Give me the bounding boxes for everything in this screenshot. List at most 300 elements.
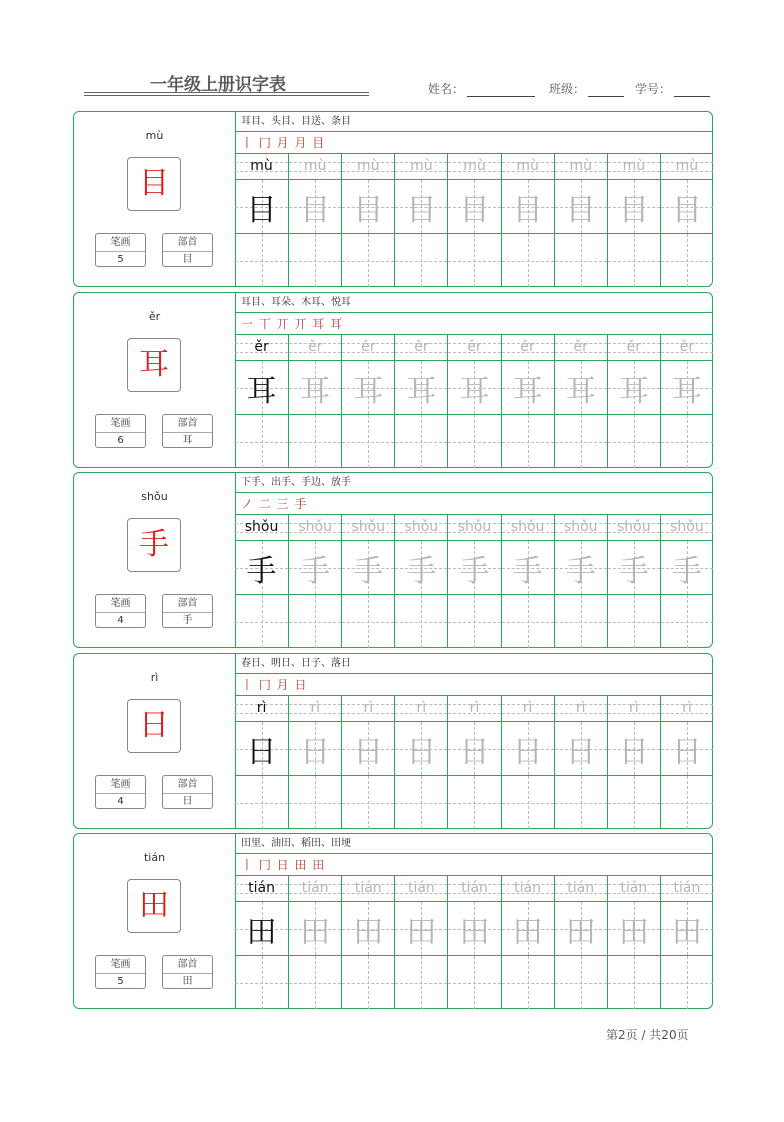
pinyin-trace: mù xyxy=(569,158,592,174)
pinyin-practice-cell[interactable] xyxy=(235,876,288,902)
pinyin-practice-cell[interactable] xyxy=(660,335,713,361)
blank-writing-cell[interactable] xyxy=(394,956,447,1009)
blank-writing-cell[interactable] xyxy=(235,234,288,287)
character-card xyxy=(73,111,713,287)
stroke-count-box xyxy=(95,775,146,809)
stroke-order: 一 丅 丌 丌 耳 耳 xyxy=(235,313,713,335)
pinyin-practice-cell[interactable] xyxy=(235,515,288,541)
name-field[interactable] xyxy=(428,80,535,97)
character-card xyxy=(73,472,713,648)
pinyin-practice-cell[interactable] xyxy=(235,696,288,722)
student-number-blank[interactable] xyxy=(674,84,710,97)
name-label: 姓名： xyxy=(428,82,465,96)
stroke-count-value: 5 xyxy=(117,976,124,987)
example-words: 春日、明日、日子、落日 xyxy=(235,654,713,674)
character-trace: 耳 xyxy=(512,373,543,409)
character-trace: 手 xyxy=(671,553,702,589)
pinyin-model: mù xyxy=(250,158,273,174)
character-model: 目 xyxy=(246,192,277,228)
character-practice-cell[interactable] xyxy=(447,541,500,595)
pinyin-practice-cell[interactable] xyxy=(447,876,500,902)
worksheet-title: 一年级上册识字表 xyxy=(150,75,286,95)
stroke-count-box xyxy=(95,594,146,628)
blank-writing-cell[interactable] xyxy=(341,776,394,829)
pinyin-practice-cell[interactable] xyxy=(554,335,607,361)
pinyin-trace: tián xyxy=(567,880,595,896)
radical-value: 田 xyxy=(182,976,193,987)
pinyin-trace: rì xyxy=(575,700,586,716)
blank-writing-cell[interactable] xyxy=(288,234,341,287)
character-practice-cell[interactable] xyxy=(394,722,447,776)
pinyin-practice-cell[interactable] xyxy=(607,335,660,361)
character-trace: 目 xyxy=(512,192,543,228)
pinyin-trace: tián xyxy=(620,880,648,896)
character-box xyxy=(127,157,181,211)
pinyin-trace: mù xyxy=(622,158,646,174)
pinyin-practice-cell[interactable] xyxy=(447,154,500,180)
blank-writing-cell[interactable] xyxy=(607,415,660,468)
blank-writing-cell[interactable] xyxy=(235,776,288,829)
character-trace: 耳 xyxy=(459,373,490,409)
character-trace: 手 xyxy=(512,553,543,589)
blank-writing-cell[interactable] xyxy=(288,776,341,829)
pinyin-practice-cell[interactable] xyxy=(288,876,341,902)
blank-writing-cell[interactable] xyxy=(288,595,341,648)
character-practice-cell[interactable] xyxy=(447,180,500,234)
pinyin-practice-cell[interactable] xyxy=(288,515,341,541)
blank-writing-cell[interactable] xyxy=(235,956,288,1009)
blank-writing-cell[interactable] xyxy=(554,956,607,1009)
pinyin-practice-cell[interactable] xyxy=(341,154,394,180)
pinyin-trace: tián xyxy=(301,880,329,896)
pinyin-trace: shǒu xyxy=(670,519,704,535)
radical-label: 部首 xyxy=(163,776,212,794)
character-practice-cell[interactable] xyxy=(660,541,713,595)
pinyin-practice-cell[interactable] xyxy=(554,876,607,902)
class-field[interactable] xyxy=(549,80,624,97)
character-practice-cell[interactable] xyxy=(235,902,288,956)
blank-writing-cell[interactable] xyxy=(394,234,447,287)
character-trace: 田 xyxy=(512,914,543,950)
pinyin-practice-cell[interactable] xyxy=(607,876,660,902)
character-practice-cell[interactable] xyxy=(341,541,394,595)
pinyin-trace: tián xyxy=(514,880,542,896)
character-practice-cell[interactable] xyxy=(660,180,713,234)
blank-writing-cell[interactable] xyxy=(501,956,554,1009)
blank-writing-cell[interactable] xyxy=(607,595,660,648)
character-practice-cell[interactable] xyxy=(501,902,554,956)
pinyin-practice-cell[interactable] xyxy=(501,696,554,722)
character-trace: 目 xyxy=(565,192,596,228)
character-model: 日 xyxy=(246,734,277,770)
character-pinyin: ěr xyxy=(148,310,161,323)
radical-value: 耳 xyxy=(182,435,193,446)
character-trace: 手 xyxy=(459,553,490,589)
pinyin-practice-cell[interactable] xyxy=(288,335,341,361)
character-trace: 目 xyxy=(459,192,490,228)
stroke-count-box xyxy=(95,955,146,989)
class-label: 班级： xyxy=(549,82,586,96)
blank-writing-cell[interactable] xyxy=(660,776,713,829)
character-practice-cell[interactable] xyxy=(235,722,288,776)
practice-panel xyxy=(235,293,713,467)
student-number-field[interactable] xyxy=(635,80,710,97)
model-character: 日 xyxy=(139,708,169,743)
example-words: 耳目、头目、目送、条目 xyxy=(235,112,713,132)
radical-value: 手 xyxy=(182,615,193,626)
pinyin-practice-cell[interactable] xyxy=(394,154,447,180)
character-trace: 目 xyxy=(300,192,331,228)
character-model: 田 xyxy=(246,914,277,950)
radical-box xyxy=(162,955,213,989)
character-pinyin: shǒu xyxy=(141,490,168,503)
character-trace: 田 xyxy=(618,914,649,950)
blank-writing-cell[interactable] xyxy=(288,415,341,468)
stroke-count-value: 4 xyxy=(117,796,124,807)
character-box xyxy=(127,338,181,392)
radical-box xyxy=(162,594,213,628)
pinyin-practice-cell[interactable] xyxy=(235,335,288,361)
character-trace: 目 xyxy=(406,192,437,228)
pinyin-trace: rì xyxy=(469,700,480,716)
stroke-count-box xyxy=(95,414,146,448)
pinyin-practice-cell[interactable] xyxy=(341,696,394,722)
name-blank[interactable] xyxy=(467,84,535,97)
character-practice-cell[interactable] xyxy=(607,180,660,234)
character-info-panel xyxy=(74,654,236,828)
pinyin-model: ěr xyxy=(254,339,269,355)
stroke-count-box xyxy=(95,233,146,267)
blank-writing-cell[interactable] xyxy=(660,415,713,468)
character-trace: 日 xyxy=(353,734,384,770)
blank-writing-cell[interactable] xyxy=(660,956,713,1009)
pinyin-trace: mù xyxy=(410,158,433,174)
blank-writing-cell[interactable] xyxy=(394,595,447,648)
character-practice-cell[interactable] xyxy=(341,180,394,234)
model-character: 田 xyxy=(139,888,169,923)
character-trace: 目 xyxy=(618,192,649,228)
character-trace: 手 xyxy=(406,553,437,589)
stroke-count-value: 5 xyxy=(117,254,124,265)
character-info-panel xyxy=(74,293,236,467)
character-info-panel xyxy=(74,112,236,286)
radical-value: 日 xyxy=(182,796,193,807)
stroke-order: ノ 二 三 手 xyxy=(235,493,713,515)
pinyin-practice-cell[interactable] xyxy=(288,696,341,722)
pinyin-trace: rì xyxy=(310,700,320,716)
pinyin-model: shǒu xyxy=(244,519,279,535)
character-practice-cell[interactable] xyxy=(607,361,660,415)
character-practice-cell[interactable] xyxy=(501,180,554,234)
character-practice-cell[interactable] xyxy=(501,541,554,595)
character-box xyxy=(127,518,181,572)
pinyin-practice-cell[interactable] xyxy=(554,515,607,541)
blank-writing-cell[interactable] xyxy=(235,595,288,648)
character-trace: 手 xyxy=(300,553,331,589)
stroke-count-label: 笔画 xyxy=(96,595,145,613)
blank-writing-cell[interactable] xyxy=(235,415,288,468)
pinyin-practice-cell[interactable] xyxy=(660,696,713,722)
character-info-panel xyxy=(74,473,236,647)
pinyin-practice-cell[interactable] xyxy=(447,515,500,541)
pinyin-trace: tián xyxy=(354,880,382,896)
pinyin-practice-cell[interactable] xyxy=(447,696,500,722)
character-practice-cell[interactable] xyxy=(235,541,288,595)
character-practice-cell[interactable] xyxy=(235,361,288,415)
stroke-count-value: 6 xyxy=(117,435,124,446)
blank-writing-cell[interactable] xyxy=(447,415,500,468)
pinyin-practice-cell[interactable] xyxy=(341,335,394,361)
character-practice-cell[interactable] xyxy=(288,180,341,234)
blank-writing-cell[interactable] xyxy=(447,595,500,648)
pinyin-practice-cell[interactable] xyxy=(394,335,447,361)
pinyin-trace: ěr xyxy=(467,339,482,355)
stroke-order: 丨 冂 日 田 田 xyxy=(235,854,713,876)
pinyin-trace: shǒu xyxy=(298,519,332,535)
pinyin-trace: mù xyxy=(357,158,380,174)
blank-writing-cell[interactable] xyxy=(341,956,394,1009)
character-trace: 耳 xyxy=(300,373,331,409)
radical-box xyxy=(162,775,213,809)
character-practice-cell[interactable] xyxy=(341,902,394,956)
character-trace: 日 xyxy=(671,734,702,770)
character-card xyxy=(73,292,713,468)
character-model: 手 xyxy=(246,553,277,589)
blank-writing-cell[interactable] xyxy=(607,956,660,1009)
character-practice-cell[interactable] xyxy=(447,902,500,956)
character-practice-cell[interactable] xyxy=(341,361,394,415)
pinyin-practice-cell[interactable] xyxy=(554,154,607,180)
character-trace: 田 xyxy=(459,914,490,950)
class-blank[interactable] xyxy=(588,84,624,97)
character-practice-cell[interactable] xyxy=(554,722,607,776)
character-practice-cell[interactable] xyxy=(554,902,607,956)
pinyin-trace: rì xyxy=(628,700,639,716)
character-practice-cell[interactable] xyxy=(607,722,660,776)
pinyin-trace: rì xyxy=(363,700,374,716)
character-practice-cell[interactable] xyxy=(394,902,447,956)
character-trace: 目 xyxy=(671,192,702,228)
character-trace: 耳 xyxy=(671,373,702,409)
character-practice-cell[interactable] xyxy=(554,180,607,234)
blank-writing-cell[interactable] xyxy=(554,595,607,648)
character-pinyin: rì xyxy=(150,671,159,684)
radical-box xyxy=(162,233,213,267)
practice-panel xyxy=(235,112,713,286)
title-underline xyxy=(84,95,369,96)
pinyin-trace: shǒu xyxy=(563,519,598,535)
practice-grid xyxy=(235,154,713,287)
character-practice-cell[interactable] xyxy=(288,361,341,415)
pinyin-practice-cell[interactable] xyxy=(607,696,660,722)
blank-writing-cell[interactable] xyxy=(341,234,394,287)
blank-writing-cell[interactable] xyxy=(341,415,394,468)
pinyin-trace: mù xyxy=(303,158,327,174)
character-trace: 手 xyxy=(353,553,384,589)
blank-writing-cell[interactable] xyxy=(501,776,554,829)
pinyin-practice-cell[interactable] xyxy=(341,515,394,541)
pinyin-practice-cell[interactable] xyxy=(607,154,660,180)
pinyin-model: tián xyxy=(248,880,275,896)
character-trace: 日 xyxy=(300,734,331,770)
pinyin-practice-cell[interactable] xyxy=(501,335,554,361)
character-trace: 日 xyxy=(512,734,543,770)
blank-writing-cell[interactable] xyxy=(607,776,660,829)
character-practice-cell[interactable] xyxy=(341,722,394,776)
pinyin-practice-cell[interactable] xyxy=(447,335,500,361)
character-practice-cell[interactable] xyxy=(394,541,447,595)
pinyin-trace: ěr xyxy=(626,339,641,355)
pinyin-trace: rì xyxy=(522,700,533,716)
pinyin-practice-cell[interactable] xyxy=(660,876,713,902)
character-info-panel xyxy=(74,834,236,1008)
pinyin-practice-cell[interactable] xyxy=(288,154,341,180)
stroke-order: 丨 冂 月 月 目 xyxy=(235,132,713,154)
example-words: 下手、出手、手边、放手 xyxy=(235,473,713,493)
practice-grid xyxy=(235,515,713,648)
character-trace: 日 xyxy=(406,734,437,770)
pinyin-practice-cell[interactable] xyxy=(554,696,607,722)
blank-writing-cell[interactable] xyxy=(501,234,554,287)
stroke-count-label: 笔画 xyxy=(96,415,145,433)
blank-writing-cell[interactable] xyxy=(501,415,554,468)
character-trace: 耳 xyxy=(353,373,384,409)
character-practice-cell[interactable] xyxy=(660,361,713,415)
radical-box xyxy=(162,414,213,448)
character-trace: 日 xyxy=(618,734,649,770)
practice-panel xyxy=(235,473,713,647)
pinyin-trace: shǒu xyxy=(457,519,492,535)
character-practice-cell[interactable] xyxy=(447,722,500,776)
character-practice-cell[interactable] xyxy=(554,541,607,595)
radical-label: 部首 xyxy=(163,234,212,252)
character-trace: 田 xyxy=(671,914,702,950)
character-pinyin: mù xyxy=(145,129,164,142)
pinyin-practice-cell[interactable] xyxy=(235,154,288,180)
character-practice-cell[interactable] xyxy=(447,361,500,415)
blank-writing-cell[interactable] xyxy=(447,776,500,829)
pinyin-trace: ěr xyxy=(679,339,695,355)
pinyin-trace: ěr xyxy=(414,339,429,355)
blank-writing-cell[interactable] xyxy=(660,595,713,648)
example-words: 田里、油田、稻田、田埂 xyxy=(235,834,713,854)
blank-writing-cell[interactable] xyxy=(394,415,447,468)
pinyin-trace: shǒu xyxy=(404,519,439,535)
practice-panel xyxy=(235,834,713,1008)
radical-label: 部首 xyxy=(163,956,212,974)
blank-writing-cell[interactable] xyxy=(554,415,607,468)
practice-grid xyxy=(235,876,713,1009)
character-practice-cell[interactable] xyxy=(394,180,447,234)
character-trace: 耳 xyxy=(618,373,649,409)
radical-label: 部首 xyxy=(163,595,212,613)
character-practice-cell[interactable] xyxy=(394,361,447,415)
model-character: 手 xyxy=(139,527,169,562)
pinyin-trace: ěr xyxy=(573,339,588,355)
radical-label: 部首 xyxy=(163,415,212,433)
character-practice-cell[interactable] xyxy=(607,902,660,956)
character-model: 耳 xyxy=(246,373,277,409)
character-practice-cell[interactable] xyxy=(554,361,607,415)
character-trace: 日 xyxy=(565,734,596,770)
pinyin-trace: tián xyxy=(673,880,701,896)
model-character: 目 xyxy=(139,166,169,201)
pinyin-trace: tián xyxy=(407,880,435,896)
pinyin-practice-cell[interactable] xyxy=(607,515,660,541)
blank-writing-cell[interactable] xyxy=(288,956,341,1009)
model-character: 耳 xyxy=(139,347,169,382)
blank-writing-cell[interactable] xyxy=(447,234,500,287)
pinyin-practice-cell[interactable] xyxy=(660,154,713,180)
character-pinyin: tián xyxy=(143,851,166,864)
stroke-count-label: 笔画 xyxy=(96,776,145,794)
pinyin-practice-cell[interactable] xyxy=(394,876,447,902)
pinyin-practice-cell[interactable] xyxy=(660,515,713,541)
example-words: 耳目、耳朵、木耳、悦耳 xyxy=(235,293,713,313)
blank-writing-cell[interactable] xyxy=(607,234,660,287)
pinyin-trace: ěr xyxy=(307,339,323,355)
character-practice-cell[interactable] xyxy=(288,722,341,776)
pinyin-practice-cell[interactable] xyxy=(501,876,554,902)
blank-writing-cell[interactable] xyxy=(660,234,713,287)
pinyin-practice-cell[interactable] xyxy=(501,154,554,180)
pinyin-trace: rì xyxy=(682,700,692,716)
blank-writing-cell[interactable] xyxy=(554,776,607,829)
practice-grid xyxy=(235,335,713,468)
blank-writing-cell[interactable] xyxy=(501,595,554,648)
character-trace: 田 xyxy=(353,914,384,950)
blank-writing-cell[interactable] xyxy=(447,956,500,1009)
student-number-label: 学号： xyxy=(635,82,672,96)
blank-writing-cell[interactable] xyxy=(394,776,447,829)
character-practice-cell[interactable] xyxy=(288,541,341,595)
pinyin-trace: rì xyxy=(416,700,427,716)
stroke-count-label: 笔画 xyxy=(96,956,145,974)
character-box xyxy=(127,879,181,933)
character-practice-cell[interactable] xyxy=(235,180,288,234)
title-underline xyxy=(84,92,369,93)
character-practice-cell[interactable] xyxy=(607,541,660,595)
character-practice-cell[interactable] xyxy=(660,722,713,776)
practice-panel xyxy=(235,654,713,828)
pinyin-trace: ěr xyxy=(520,339,535,355)
character-trace: 田 xyxy=(406,914,437,950)
practice-grid xyxy=(235,696,713,829)
pinyin-trace: shǒu xyxy=(510,519,545,535)
character-practice-cell[interactable] xyxy=(501,361,554,415)
pinyin-model: rì xyxy=(256,700,267,716)
pinyin-practice-cell[interactable] xyxy=(394,696,447,722)
blank-writing-cell[interactable] xyxy=(554,234,607,287)
character-trace: 田 xyxy=(565,914,596,950)
pinyin-trace: shǒu xyxy=(617,519,651,535)
blank-writing-cell[interactable] xyxy=(341,595,394,648)
character-trace: 手 xyxy=(618,553,649,589)
character-trace: 手 xyxy=(565,553,596,589)
character-practice-cell[interactable] xyxy=(660,902,713,956)
pinyin-trace: mù xyxy=(675,158,699,174)
character-card xyxy=(73,833,713,1009)
character-practice-cell[interactable] xyxy=(501,722,554,776)
pinyin-practice-cell[interactable] xyxy=(501,515,554,541)
pinyin-practice-cell[interactable] xyxy=(394,515,447,541)
stroke-count-value: 4 xyxy=(117,615,124,626)
character-card xyxy=(73,653,713,829)
radical-value: 目 xyxy=(182,254,193,265)
page-number: 第2页 / 共20页 xyxy=(606,1028,689,1042)
character-practice-cell[interactable] xyxy=(288,902,341,956)
pinyin-practice-cell[interactable] xyxy=(341,876,394,902)
